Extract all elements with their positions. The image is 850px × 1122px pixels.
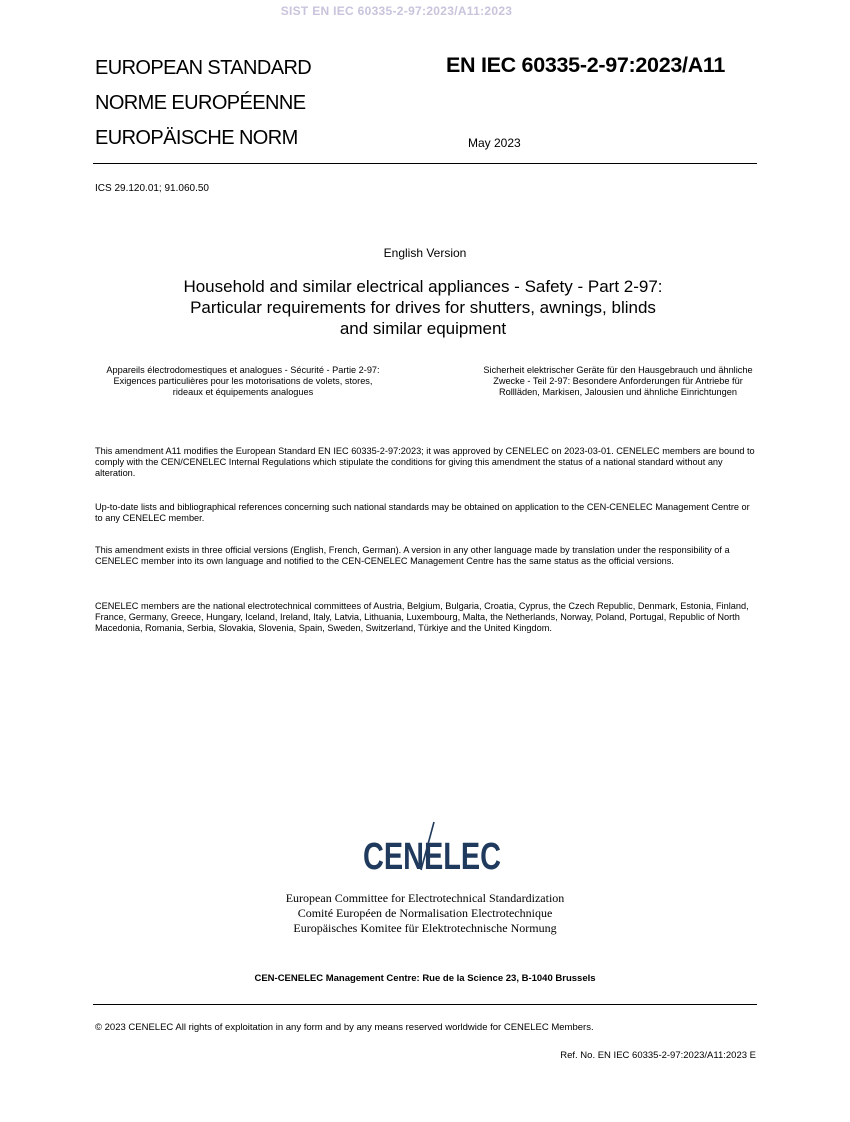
- reference-number: Ref. No. EN IEC 60335-2-97:2023/A11:2023 E: [560, 1050, 756, 1061]
- version-label: English Version: [383, 246, 467, 260]
- german-title: Sicherheit elektrischer Geräte für den Hausgebrauch und ähnliche Zwecke - Teil 2-97: Besondere Anforderungen für Antriebe für Rollläden, Markisen, Jalousien und ähnliche Einrichtungen: [483, 365, 753, 397]
- standard-name-french: NORME EUROPÉENNE: [95, 92, 306, 114]
- title-line: Household and similar electrical appliances - Safety - Part 2-97:: [183, 277, 663, 296]
- footer-divider: [93, 1004, 757, 1005]
- standard-name-german: EUROPÄISCHE NORM: [95, 127, 298, 149]
- publication-date: May 2023: [468, 136, 521, 150]
- organization-name-english: European Committee for Electrotechnical Standardization: [285, 891, 565, 905]
- organization-name-german: Europäisches Komitee für Elektrotechnische Normung: [293, 921, 557, 935]
- header-divider: [93, 163, 757, 164]
- cenelec-logo: [360, 820, 505, 880]
- document-title: [150, 276, 696, 339]
- copyright-notice: © 2023 CENELEC All rights of exploitation in any form and by any means reserved worldwide for CENELEC Members.: [95, 1022, 594, 1033]
- organization-names: [0, 891, 850, 936]
- organization-name-french: Comité Européen de Normalisation Electrotechnique: [297, 906, 553, 920]
- versions-paragraph: This amendment exists in three official versions (English, French, German). A version in any other language made by translation under the responsibility of a CENELEC member into its own language and notified to the CEN-CENELEC Management Centre has the same status as the official versions.: [95, 545, 730, 566]
- members-paragraph: CENELEC members are the national electrotechnical committees of Austria, Belgium, Bulgaria, Croatia, Cyprus, the Czech Republic, Denmark, Estonia, Finland, France, Germany, Greece, Hungary, Iceland, Ireland, Italy, Latvia, Lithuania, Luxembourg, Malta, the Netherlands, Norway, Poland, Portugal, Republic of North Macedonia, Romania, Serbia, Slovakia, Slovenia, Spain, Sweden, Switzerland, Türkiye and the United Kingdom.: [95, 601, 749, 633]
- references-paragraph: Up-to-date lists and bibliographical references concerning such national standards may be obtained on application to the CEN-CENELEC Management Centre or to any CENELEC member.: [95, 502, 750, 523]
- logo-text: CENELEC: [363, 836, 501, 878]
- standard-number: EN IEC 60335-2-97:2023/A11: [446, 53, 726, 77]
- standard-name-english: EUROPEAN STANDARD: [95, 57, 312, 79]
- watermark-text: SIST EN IEC 60335-2-97:2023/A11:2023: [280, 4, 513, 18]
- standard-type-names: [95, 54, 311, 159]
- approval-paragraph: This amendment A11 modifies the European Standard EN IEC 60335-2-97:2023; it was approved by CENELEC on 2023-03-01. CENELEC members are bound to comply with the CEN/CENELEC Internal Regulations which stipulate the conditions for giving this amendment the status of a national standard without any alteration.: [95, 446, 755, 478]
- title-line: and similar equipment: [339, 319, 507, 338]
- management-centre-address: CEN-CENELEC Management Centre: Rue de la Science 23, B-1040 Brussels: [254, 973, 596, 984]
- ics-code: ICS 29.120.01; 91.060.50: [95, 183, 209, 194]
- french-title: Appareils électrodomestiques et analogues - Sécurité - Partie 2-97: Exigences particulières pour les motorisations de volets, stores, rideaux et équipements analogues: [106, 365, 380, 397]
- title-line: Particular requirements for drives for shutters, awnings, blinds: [190, 298, 656, 317]
